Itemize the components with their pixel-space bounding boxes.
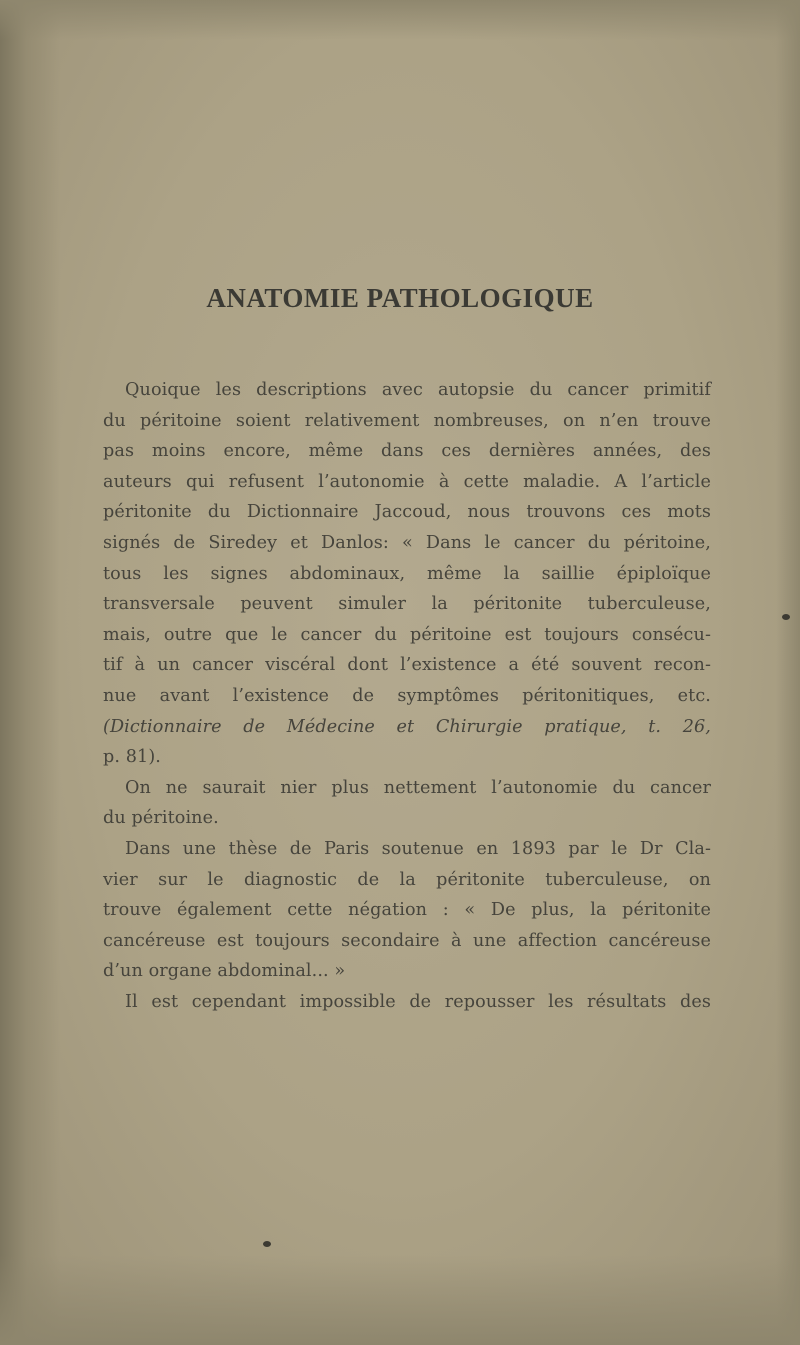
text-line: signés de Siredey et Danlos: « Dans le cancer du péritoine,	[103, 532, 711, 553]
page-edge-shadow-bottom	[0, 1255, 800, 1345]
ink-speck	[263, 1241, 271, 1247]
text-line: auteurs qui refusent l’autonomie à cette maladie. A l’article	[103, 471, 711, 492]
page-edge-shadow-top	[0, 0, 800, 40]
body-text	[103, 375, 711, 1017]
text-line: nue avant l’existence de symptômes péritonitiques, etc.	[103, 685, 711, 706]
text-line: tif à un cancer viscéral dont l’existence a été souvent recon-	[103, 655, 711, 676]
text-line: tous les signes abdominaux, même la saillie épiploïque	[103, 563, 711, 584]
text-line: p. 81).	[103, 747, 161, 768]
text-line: pas moins encore, même dans ces dernières années, des	[103, 441, 711, 462]
text-line: Il est cependant impossible de repousser les résultats des	[125, 991, 711, 1012]
page-title: ANATOMIE PATHOLOGIQUE	[206, 283, 594, 313]
text-line: d’un organe abdominal... »	[103, 961, 346, 982]
page-edge-shadow-left	[0, 0, 60, 1345]
text-line: transversale peuvent simuler la péritonite tuberculeuse,	[103, 594, 711, 615]
text-line: (Dictionnaire de Médecine et Chirurgie pratique, t. 26,	[103, 716, 711, 737]
page-edge-shadow-right	[776, 0, 800, 1345]
text-line: vier sur le diagnostic de la péritonite tuberculeuse, on	[103, 869, 711, 890]
text-line: péritonite du Dictionnaire Jaccoud, nous trouvons ces mots	[103, 502, 711, 523]
text-line: Dans une thèse de Paris soutenue en 1893 par le Dr Cla-	[125, 838, 711, 859]
text-line: trouve également cette négation : « De plus, la péritonite	[103, 900, 711, 921]
ink-speck	[782, 614, 790, 620]
text-line: On ne saurait nier plus nettement l’autonomie du cancer	[125, 777, 711, 798]
text-line: Quoique les descriptions avec autopsie du cancer primitif	[125, 380, 711, 400]
text-line: cancéreuse est toujours secondaire à une affection cancéreuse	[103, 930, 711, 951]
text-line: du péritoine soient relativement nombreuses, on n’en trouve	[103, 410, 711, 431]
text-line: du péritoine.	[103, 808, 219, 829]
text-line: mais, outre que le cancer du péritoine est toujours consécu-	[103, 624, 711, 645]
